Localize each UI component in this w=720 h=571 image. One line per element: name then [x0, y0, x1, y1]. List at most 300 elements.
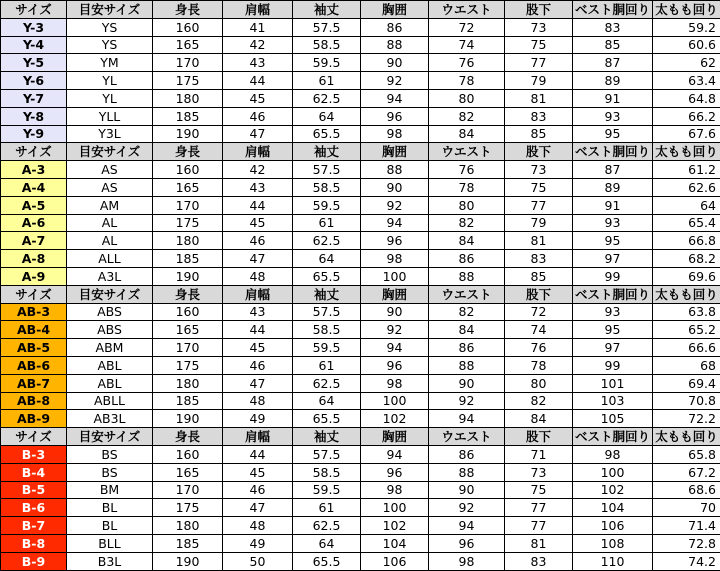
cell-thigh: 64 [653, 196, 720, 214]
cell-sleeve-length: 59.5 [293, 196, 361, 214]
cell-target-size: YLL [67, 107, 153, 125]
cell-waist: 78 [429, 72, 505, 90]
table-row [1, 445, 720, 463]
cell-size: Y-5 [1, 54, 67, 72]
cell-waist: 72 [429, 18, 505, 36]
table-row [1, 125, 720, 143]
cell-shoulder-width: 42 [223, 36, 293, 54]
cell-chest: 98 [361, 250, 429, 268]
table-row [1, 36, 720, 54]
table-row [1, 463, 720, 481]
table-row [1, 18, 720, 36]
cell-sleeve-length: 64 [293, 534, 361, 552]
cell-vest-waist: 106 [573, 517, 653, 535]
cell-inseam: 72 [505, 303, 573, 321]
cell-sleeve-length: 64 [293, 107, 361, 125]
cell-size: AB-9 [1, 410, 67, 428]
cell-inseam: 76 [505, 339, 573, 357]
cell-target-size: ABL [67, 356, 153, 374]
cell-height: 170 [153, 196, 223, 214]
cell-thigh: 67.2 [653, 463, 720, 481]
cell-shoulder-width: 48 [223, 392, 293, 410]
cell-sleeve-length: 65.5 [293, 125, 361, 143]
cell-sleeve-length: 61 [293, 72, 361, 90]
cell-thigh: 68.2 [653, 250, 720, 268]
cell-thigh: 65.4 [653, 214, 720, 232]
cell-size: AB-5 [1, 339, 67, 357]
cell-shoulder-width: 43 [223, 178, 293, 196]
table-row [1, 303, 720, 321]
column-header-thigh: 太もも回り [653, 143, 720, 161]
cell-thigh: 66.2 [653, 107, 720, 125]
cell-sleeve-length: 62.5 [293, 89, 361, 107]
cell-waist: 96 [429, 534, 505, 552]
cell-chest: 100 [361, 499, 429, 517]
cell-waist: 90 [429, 374, 505, 392]
cell-thigh: 65.8 [653, 445, 720, 463]
cell-inseam: 75 [505, 178, 573, 196]
cell-shoulder-width: 42 [223, 161, 293, 179]
cell-thigh: 62.6 [653, 178, 720, 196]
cell-chest: 104 [361, 534, 429, 552]
cell-inseam: 78 [505, 356, 573, 374]
table-row [1, 321, 720, 339]
column-header-chest: 胸囲 [361, 143, 429, 161]
cell-shoulder-width: 44 [223, 196, 293, 214]
cell-thigh: 72.8 [653, 534, 720, 552]
column-header-inseam: 股下 [505, 285, 573, 303]
cell-size: Y-8 [1, 107, 67, 125]
column-header-thigh: 太もも回り [653, 1, 720, 19]
table-row [1, 552, 720, 570]
cell-thigh: 68 [653, 356, 720, 374]
cell-shoulder-width: 49 [223, 410, 293, 428]
cell-target-size: BM [67, 481, 153, 499]
column-header-thigh: 太もも回り [653, 428, 720, 446]
cell-vest-waist: 102 [573, 481, 653, 499]
column-header-waist: ウエスト [429, 1, 505, 19]
header-row-ab [1, 285, 720, 303]
cell-inseam: 75 [505, 36, 573, 54]
cell-shoulder-width: 44 [223, 321, 293, 339]
cell-shoulder-width: 45 [223, 214, 293, 232]
cell-chest: 100 [361, 392, 429, 410]
cell-thigh: 72.2 [653, 410, 720, 428]
cell-chest: 96 [361, 107, 429, 125]
cell-target-size: ABS [67, 303, 153, 321]
cell-height: 165 [153, 178, 223, 196]
cell-size: A-5 [1, 196, 67, 214]
cell-chest: 92 [361, 196, 429, 214]
cell-vest-waist: 108 [573, 534, 653, 552]
cell-size: Y-6 [1, 72, 67, 90]
table-row [1, 161, 720, 179]
cell-inseam: 77 [505, 499, 573, 517]
cell-chest: 94 [361, 214, 429, 232]
column-header-sleeve-length: 袖丈 [293, 1, 361, 19]
cell-target-size: BS [67, 445, 153, 463]
cell-waist: 82 [429, 303, 505, 321]
table-row [1, 72, 720, 90]
cell-shoulder-width: 44 [223, 445, 293, 463]
cell-sleeve-length: 62.5 [293, 374, 361, 392]
cell-size: B-4 [1, 463, 67, 481]
cell-waist: 84 [429, 321, 505, 339]
cell-waist: 98 [429, 552, 505, 570]
cell-chest: 102 [361, 517, 429, 535]
cell-vest-waist: 103 [573, 392, 653, 410]
column-header-inseam: 股下 [505, 143, 573, 161]
cell-height: 190 [153, 267, 223, 285]
cell-waist: 80 [429, 89, 505, 107]
cell-size: AB-4 [1, 321, 67, 339]
cell-size: A-3 [1, 161, 67, 179]
cell-size: B-3 [1, 445, 67, 463]
cell-waist: 86 [429, 445, 505, 463]
cell-vest-waist: 87 [573, 161, 653, 179]
cell-vest-waist: 91 [573, 89, 653, 107]
cell-waist: 88 [429, 356, 505, 374]
cell-thigh: 67.6 [653, 125, 720, 143]
cell-sleeve-length: 57.5 [293, 161, 361, 179]
cell-height: 160 [153, 303, 223, 321]
cell-waist: 80 [429, 196, 505, 214]
column-header-size: サイズ [1, 428, 67, 446]
cell-shoulder-width: 47 [223, 374, 293, 392]
cell-height: 170 [153, 54, 223, 72]
cell-waist: 86 [429, 339, 505, 357]
cell-inseam: 77 [505, 196, 573, 214]
column-header-waist: ウエスト [429, 143, 505, 161]
cell-height: 185 [153, 250, 223, 268]
column-header-sleeve-length: 袖丈 [293, 428, 361, 446]
cell-waist: 92 [429, 392, 505, 410]
cell-vest-waist: 95 [573, 321, 653, 339]
cell-shoulder-width: 47 [223, 125, 293, 143]
cell-shoulder-width: 44 [223, 72, 293, 90]
cell-vest-waist: 105 [573, 410, 653, 428]
cell-inseam: 81 [505, 534, 573, 552]
cell-size: A-4 [1, 178, 67, 196]
cell-sleeve-length: 58.5 [293, 178, 361, 196]
table-row [1, 214, 720, 232]
cell-inseam: 75 [505, 481, 573, 499]
cell-height: 180 [153, 232, 223, 250]
cell-vest-waist: 95 [573, 232, 653, 250]
cell-height: 160 [153, 161, 223, 179]
cell-vest-waist: 85 [573, 36, 653, 54]
cell-shoulder-width: 47 [223, 250, 293, 268]
cell-target-size: AL [67, 214, 153, 232]
cell-size: A-6 [1, 214, 67, 232]
cell-waist: 76 [429, 54, 505, 72]
table-row [1, 232, 720, 250]
cell-shoulder-width: 46 [223, 481, 293, 499]
cell-height: 190 [153, 125, 223, 143]
cell-inseam: 82 [505, 392, 573, 410]
cell-thigh: 69.6 [653, 267, 720, 285]
cell-vest-waist: 101 [573, 374, 653, 392]
cell-target-size: YS [67, 18, 153, 36]
column-header-inseam: 股下 [505, 428, 573, 446]
cell-size: Y-9 [1, 125, 67, 143]
cell-waist: 94 [429, 517, 505, 535]
column-header-target-size: 目安サイズ [67, 428, 153, 446]
cell-chest: 88 [361, 36, 429, 54]
table-row [1, 196, 720, 214]
cell-chest: 96 [361, 232, 429, 250]
cell-waist: 74 [429, 36, 505, 54]
column-header-height: 身長 [153, 1, 223, 19]
cell-target-size: YM [67, 54, 153, 72]
cell-shoulder-width: 45 [223, 89, 293, 107]
cell-size: A-7 [1, 232, 67, 250]
cell-shoulder-width: 50 [223, 552, 293, 570]
cell-vest-waist: 100 [573, 463, 653, 481]
cell-shoulder-width: 41 [223, 18, 293, 36]
column-header-target-size: 目安サイズ [67, 143, 153, 161]
column-header-chest: 胸囲 [361, 285, 429, 303]
cell-inseam: 73 [505, 463, 573, 481]
column-header-inseam: 股下 [505, 1, 573, 19]
cell-height: 190 [153, 552, 223, 570]
column-header-vest-waist: ベスト胴回り [573, 143, 653, 161]
cell-thigh: 63.4 [653, 72, 720, 90]
table-row [1, 481, 720, 499]
cell-height: 175 [153, 214, 223, 232]
column-header-chest: 胸囲 [361, 1, 429, 19]
table-row [1, 392, 720, 410]
table-row [1, 374, 720, 392]
cell-target-size: Y3L [67, 125, 153, 143]
size-chart-body [1, 1, 720, 571]
cell-sleeve-length: 57.5 [293, 303, 361, 321]
table-row [1, 89, 720, 107]
cell-height: 175 [153, 72, 223, 90]
column-header-vest-waist: ベスト胴回り [573, 1, 653, 19]
cell-thigh: 60.6 [653, 36, 720, 54]
cell-inseam: 84 [505, 410, 573, 428]
cell-inseam: 85 [505, 267, 573, 285]
header-row-a [1, 143, 720, 161]
column-header-target-size: 目安サイズ [67, 285, 153, 303]
cell-height: 175 [153, 499, 223, 517]
cell-sleeve-length: 61 [293, 356, 361, 374]
cell-inseam: 80 [505, 374, 573, 392]
cell-target-size: AB3L [67, 410, 153, 428]
cell-target-size: BS [67, 463, 153, 481]
cell-sleeve-length: 61 [293, 214, 361, 232]
cell-chest: 102 [361, 410, 429, 428]
cell-sleeve-length: 61 [293, 499, 361, 517]
cell-waist: 78 [429, 178, 505, 196]
cell-vest-waist: 83 [573, 18, 653, 36]
cell-inseam: 83 [505, 250, 573, 268]
cell-thigh: 70 [653, 499, 720, 517]
cell-chest: 92 [361, 321, 429, 339]
cell-sleeve-length: 64 [293, 250, 361, 268]
cell-thigh: 64.8 [653, 89, 720, 107]
cell-target-size: ABL [67, 374, 153, 392]
table-row [1, 178, 720, 196]
table-row [1, 410, 720, 428]
cell-height: 165 [153, 36, 223, 54]
cell-waist: 82 [429, 107, 505, 125]
cell-sleeve-length: 59.5 [293, 54, 361, 72]
cell-chest: 90 [361, 178, 429, 196]
table-row [1, 54, 720, 72]
cell-waist: 90 [429, 481, 505, 499]
cell-height: 175 [153, 356, 223, 374]
cell-target-size: A3L [67, 267, 153, 285]
cell-target-size: ABLL [67, 392, 153, 410]
cell-shoulder-width: 48 [223, 517, 293, 535]
cell-waist: 88 [429, 463, 505, 481]
cell-vest-waist: 99 [573, 356, 653, 374]
cell-inseam: 81 [505, 232, 573, 250]
cell-height: 170 [153, 481, 223, 499]
table-row [1, 107, 720, 125]
cell-inseam: 79 [505, 214, 573, 232]
cell-shoulder-width: 47 [223, 499, 293, 517]
cell-inseam: 79 [505, 72, 573, 90]
column-header-shoulder-width: 肩幅 [223, 143, 293, 161]
cell-target-size: ABM [67, 339, 153, 357]
cell-vest-waist: 93 [573, 214, 653, 232]
cell-vest-waist: 93 [573, 303, 653, 321]
column-header-vest-waist: ベスト胴回り [573, 428, 653, 446]
cell-size: Y-7 [1, 89, 67, 107]
cell-thigh: 63.8 [653, 303, 720, 321]
column-header-shoulder-width: 肩幅 [223, 285, 293, 303]
cell-thigh: 59.2 [653, 18, 720, 36]
cell-target-size: B3L [67, 552, 153, 570]
column-header-vest-waist: ベスト胴回り [573, 285, 653, 303]
cell-inseam: 73 [505, 18, 573, 36]
table-row [1, 339, 720, 357]
cell-sleeve-length: 58.5 [293, 321, 361, 339]
column-header-waist: ウエスト [429, 428, 505, 446]
cell-sleeve-length: 62.5 [293, 232, 361, 250]
cell-thigh: 61.2 [653, 161, 720, 179]
column-header-size: サイズ [1, 285, 67, 303]
header-row-y [1, 1, 720, 19]
cell-thigh: 66.6 [653, 339, 720, 357]
cell-size: AB-7 [1, 374, 67, 392]
cell-target-size: BL [67, 499, 153, 517]
cell-chest: 90 [361, 54, 429, 72]
cell-shoulder-width: 46 [223, 356, 293, 374]
cell-target-size: BL [67, 517, 153, 535]
cell-vest-waist: 89 [573, 72, 653, 90]
cell-vest-waist: 104 [573, 499, 653, 517]
header-row-b [1, 428, 720, 446]
cell-sleeve-length: 59.5 [293, 481, 361, 499]
cell-size: B-9 [1, 552, 67, 570]
cell-height: 160 [153, 445, 223, 463]
cell-target-size: AS [67, 161, 153, 179]
cell-thigh: 69.4 [653, 374, 720, 392]
column-header-shoulder-width: 肩幅 [223, 428, 293, 446]
cell-vest-waist: 95 [573, 125, 653, 143]
column-header-waist: ウエスト [429, 285, 505, 303]
cell-height: 180 [153, 89, 223, 107]
cell-size: B-5 [1, 481, 67, 499]
cell-size: AB-3 [1, 303, 67, 321]
cell-inseam: 83 [505, 552, 573, 570]
column-header-height: 身長 [153, 428, 223, 446]
cell-size: Y-4 [1, 36, 67, 54]
cell-vest-waist: 97 [573, 250, 653, 268]
column-header-size: サイズ [1, 1, 67, 19]
cell-height: 190 [153, 410, 223, 428]
cell-sleeve-length: 65.5 [293, 552, 361, 570]
cell-waist: 94 [429, 410, 505, 428]
cell-chest: 86 [361, 18, 429, 36]
cell-vest-waist: 97 [573, 339, 653, 357]
table-row [1, 517, 720, 535]
column-header-chest: 胸囲 [361, 428, 429, 446]
cell-thigh: 65.2 [653, 321, 720, 339]
cell-sleeve-length: 65.5 [293, 267, 361, 285]
cell-inseam: 71 [505, 445, 573, 463]
cell-thigh: 66.8 [653, 232, 720, 250]
cell-height: 185 [153, 107, 223, 125]
cell-waist: 88 [429, 267, 505, 285]
cell-chest: 96 [361, 463, 429, 481]
cell-waist: 86 [429, 250, 505, 268]
cell-size: B-6 [1, 499, 67, 517]
cell-size: B-8 [1, 534, 67, 552]
table-row [1, 534, 720, 552]
column-header-thigh: 太もも回り [653, 285, 720, 303]
column-header-height: 身長 [153, 285, 223, 303]
cell-height: 170 [153, 339, 223, 357]
cell-chest: 94 [361, 339, 429, 357]
cell-vest-waist: 87 [573, 54, 653, 72]
column-header-shoulder-width: 肩幅 [223, 1, 293, 19]
cell-target-size: AL [67, 232, 153, 250]
cell-sleeve-length: 58.5 [293, 36, 361, 54]
cell-chest: 94 [361, 445, 429, 463]
table-row [1, 267, 720, 285]
cell-inseam: 83 [505, 107, 573, 125]
column-header-sleeve-length: 袖丈 [293, 143, 361, 161]
cell-inseam: 77 [505, 517, 573, 535]
cell-target-size: BLL [67, 534, 153, 552]
cell-waist: 84 [429, 232, 505, 250]
column-header-target-size: 目安サイズ [67, 1, 153, 19]
cell-height: 185 [153, 534, 223, 552]
cell-shoulder-width: 46 [223, 232, 293, 250]
cell-shoulder-width: 48 [223, 267, 293, 285]
cell-shoulder-width: 43 [223, 54, 293, 72]
cell-shoulder-width: 45 [223, 463, 293, 481]
cell-size: Y-3 [1, 18, 67, 36]
cell-vest-waist: 89 [573, 178, 653, 196]
cell-sleeve-length: 57.5 [293, 445, 361, 463]
cell-height: 165 [153, 463, 223, 481]
cell-thigh: 62 [653, 54, 720, 72]
cell-target-size: YL [67, 72, 153, 90]
cell-target-size: YL [67, 89, 153, 107]
cell-shoulder-width: 43 [223, 303, 293, 321]
cell-target-size: ALL [67, 250, 153, 268]
cell-chest: 96 [361, 356, 429, 374]
cell-vest-waist: 110 [573, 552, 653, 570]
cell-shoulder-width: 49 [223, 534, 293, 552]
table-row [1, 499, 720, 517]
